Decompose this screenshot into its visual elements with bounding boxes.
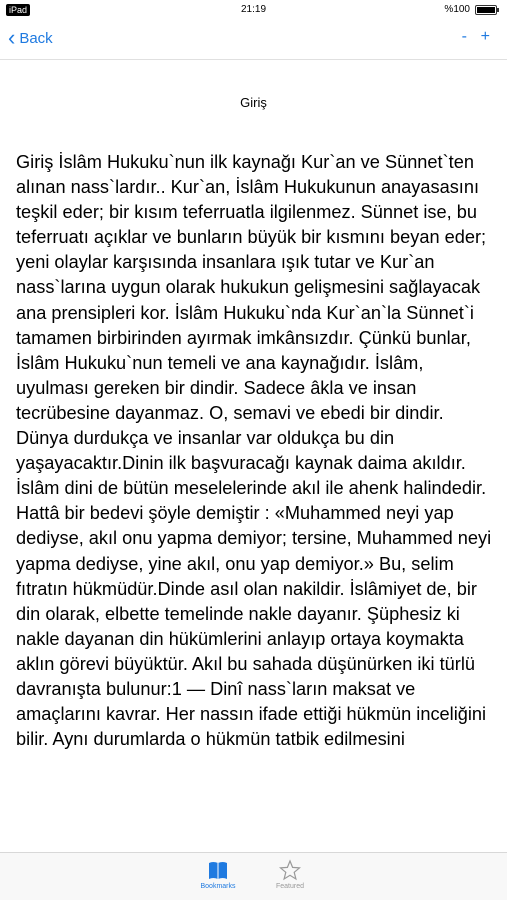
article-body: Giriş İslâm Hukuku`nun ilk kaynağı Kur`an ve Sünnet`ten alınan nass`lardır.. Kur`an, İslâm Hukukunun anayasasını teşkil eder; bir kısım teferruatla ilgilenmez. Sünnet ise, bu teferruatı açıklar ve bunların büyük bir kısmını beyan eder; yeni olaylar karşısında insanlara ışık tutar ve Kur`an nass`larına uygun olarak hukukun gelişmesini sağlayacak ana prensipleri kor. İslâm Hukuku`nda Kur`an`la Sünnet`i tamamen birbirinden ayırmak imkânsızdır. Çünkü bunlar, İslâm Hukuku`nun temeli ve ana kaynağıdır. İslâm, uyulması gereken bir dindir. Sadece âkla ve insan tecrübesine dayanmaz. O, semavi ve ebedi bir dindir. Dünya durdukça ve insanlar var oldukça bu din yaşayacaktır.Dinin ilk başvuracağı kaynak daima akıldır. İslâm dini de bütün meselelerinde akıl ile ahenk halindedir. Hattâ bir bedevi şöyle demiştir : «Muhammed neyi yap dediyse, akıl onu yapma demiyor; tersine, Muhammed neyi yapma dediyse, yine akıl, onu yap demiyor.» Bu, selim fıtratın hükmüdür.Dinde asıl olan nakildir. İslâmiyet de, bir din olarak, elbette temelinde nakle dayanır. Şüphesiz ki nakle dayanan din hükümlerini anlayıp ortaya koymakta aklın görevi büyüktür. Akıl bu sahada düşünürken iki türlü davranışta bulunur:1 — Dinî nass`ların maksat ve amaçlarını kavrar. Her nassın ifade ettiği hükmün inceliğini bilir. Aynı durumlarda o hükmün tatbik edilmesini <box>16 152 492 750</box>
status-bar <box>0 0 507 20</box>
status-time: 21:19 <box>240 4 267 15</box>
back-button[interactable] <box>8 25 53 50</box>
carrier-label: iPad <box>6 4 30 16</box>
increase-font-button[interactable]: + <box>480 28 490 45</box>
navigation-bar <box>0 20 507 60</box>
page-title: Giriş <box>240 95 267 110</box>
tab-featured[interactable] <box>260 859 320 890</box>
decrease-font-button[interactable]: - <box>461 28 467 45</box>
book-icon <box>188 859 248 883</box>
tab-featured-label: Featured <box>275 883 305 890</box>
tab-bar <box>0 852 507 900</box>
tab-bookmarks-label: Bookmarks <box>200 883 236 890</box>
back-label: Back <box>19 29 53 47</box>
chevron-left-icon: ‹ <box>8 25 16 50</box>
star-icon <box>260 859 320 883</box>
battery-percent: %100 <box>444 4 470 15</box>
battery-icon <box>475 5 497 15</box>
tab-bookmarks[interactable] <box>188 859 248 890</box>
